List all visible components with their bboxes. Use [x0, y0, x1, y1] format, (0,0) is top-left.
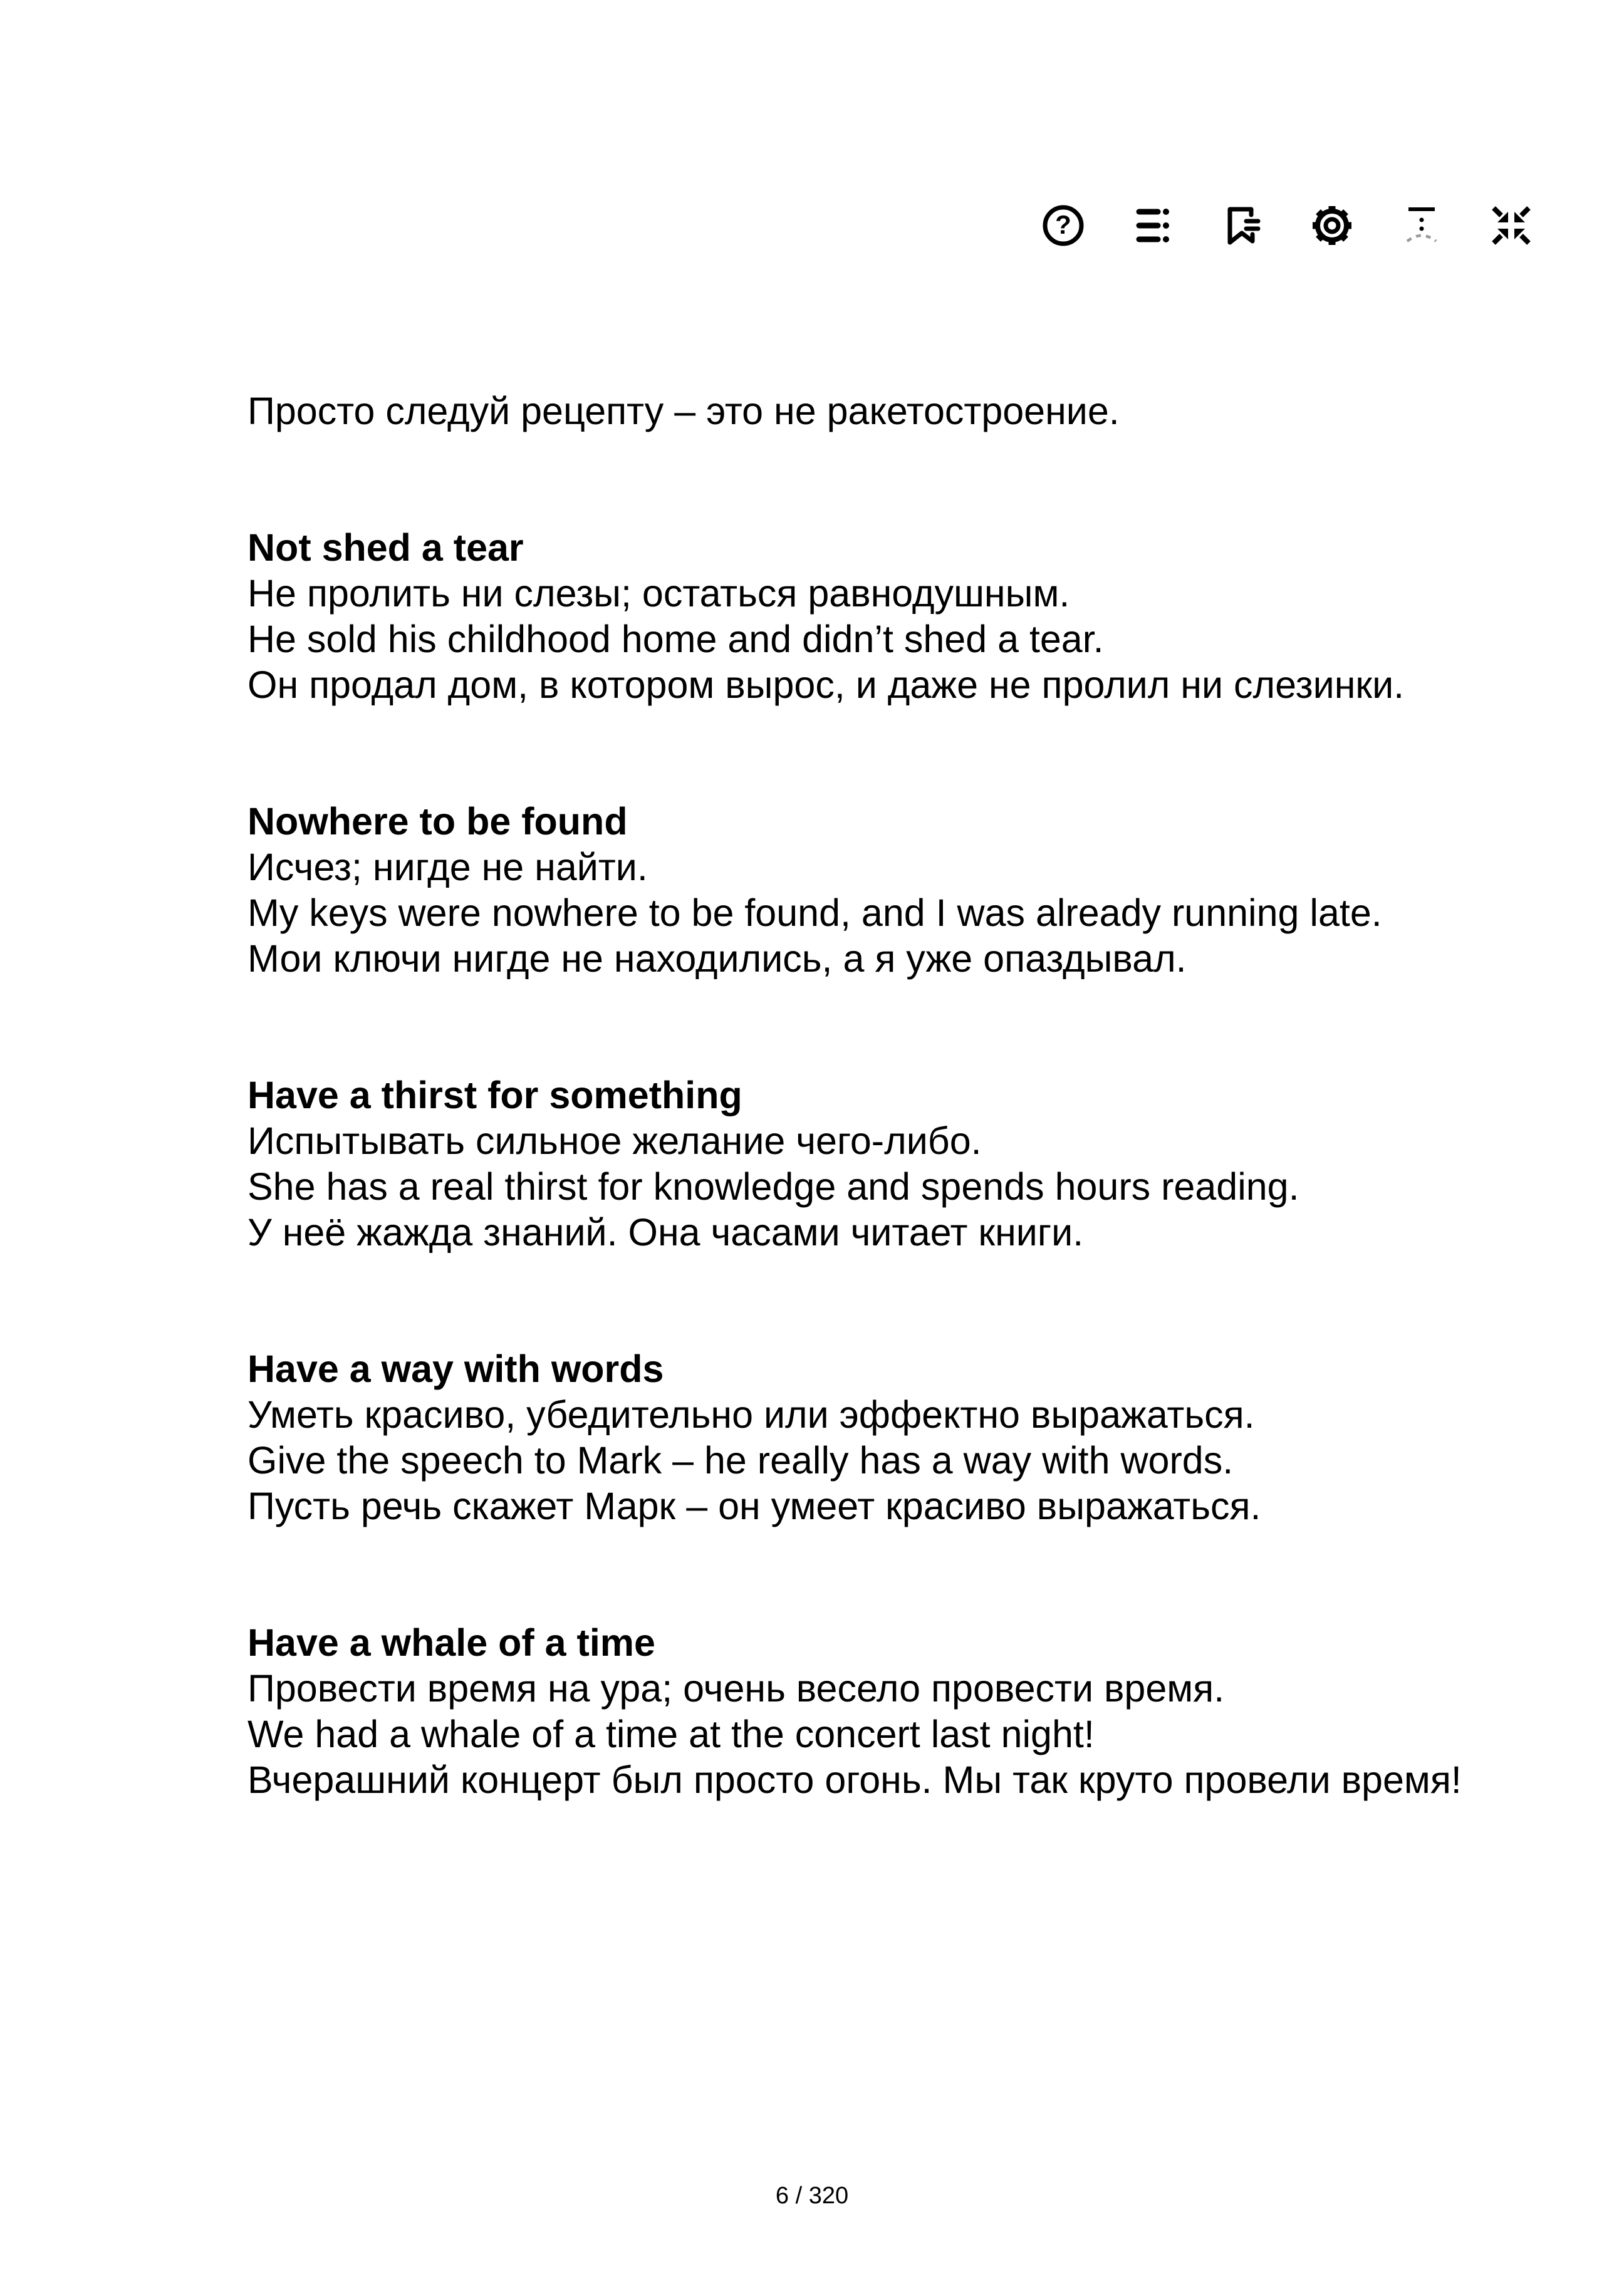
idiom-example-ru: Пусть речь скажет Марк – он умеет красиво выражаться. [247, 1485, 1261, 1527]
idiom-meaning-ru: Провести время на ура; очень весело провести время. [247, 1667, 1225, 1710]
table-of-contents-button[interactable] [1130, 203, 1175, 248]
help-button[interactable] [1041, 203, 1086, 248]
timer-button[interactable] [1399, 203, 1444, 248]
idiom-title: Have a whale of a time [247, 1621, 655, 1664]
idiom-entry [247, 1346, 1462, 1529]
idiom-example-en: We had a whale of a time at the concert last night! [247, 1713, 1095, 1755]
idiom-example-ru: Мои ключи нигде не находились, а я уже опаздывал. [247, 937, 1187, 980]
idiom-example-en: My keys were nowhere to be found, and I was already running late. [247, 891, 1382, 934]
idiom-entry [247, 525, 1462, 708]
idiom-meaning-ru: Исчез; нигде не найти. [247, 846, 648, 888]
bookmark-lines-icon [1220, 203, 1265, 248]
idiom-title: Have a way with words [247, 1348, 664, 1390]
book-page-text [247, 388, 1462, 1803]
idiom-entry [247, 1620, 1462, 1803]
idiom-title: Nowhere to be found [247, 800, 628, 843]
idiom-example-en: She has a real thirst for knowledge and spends hours reading. [247, 1165, 1299, 1208]
idiom-entry [247, 799, 1462, 982]
idiom-title: Have a thirst for something [247, 1074, 742, 1116]
settings-button[interactable] [1309, 203, 1355, 248]
hourglass-icon [1399, 203, 1444, 248]
collapse-arrows-icon [1489, 203, 1534, 248]
gear-icon [1309, 203, 1355, 248]
idiom-entry [247, 1073, 1462, 1255]
idiom-meaning-ru: Не пролить ни слезы; остаться равнодушным. [247, 572, 1070, 615]
idiom-example-ru: Он продал дом, в котором вырос, и даже не пролил ни слезинки. [247, 663, 1405, 706]
idiom-title: Not shed a tear [247, 526, 524, 569]
list-lines-dots-icon [1130, 203, 1175, 248]
bookmarks-button[interactable] [1220, 203, 1265, 248]
page-indicator: 6 / 320 [775, 2183, 849, 2209]
idiom-example-en: Give the speech to Mark – he really has a way with words. [247, 1439, 1234, 1482]
exit-fullscreen-button[interactable] [1489, 203, 1534, 248]
reader-toolbar [1041, 203, 1534, 248]
idiom-example-en: He sold his childhood home and didn’t shed a tear. [247, 618, 1104, 660]
svg-text:?: ? [1055, 210, 1071, 239]
intro-line: Просто следуй рецепту – это не ракетостроение. [247, 390, 1120, 432]
idiom-meaning-ru: Испытывать сильное желание чего-либо. [247, 1119, 982, 1162]
idiom-meaning-ru: Уметь красиво, убедительно или эффектно выражаться. [247, 1393, 1255, 1436]
idiom-example-ru: Вчерашний концерт был просто огонь. Мы так круто провели время! [247, 1758, 1462, 1801]
question-circle-icon [1041, 203, 1086, 248]
idiom-example-ru: У неё жажда знаний. Она часами читает книги. [247, 1211, 1084, 1254]
